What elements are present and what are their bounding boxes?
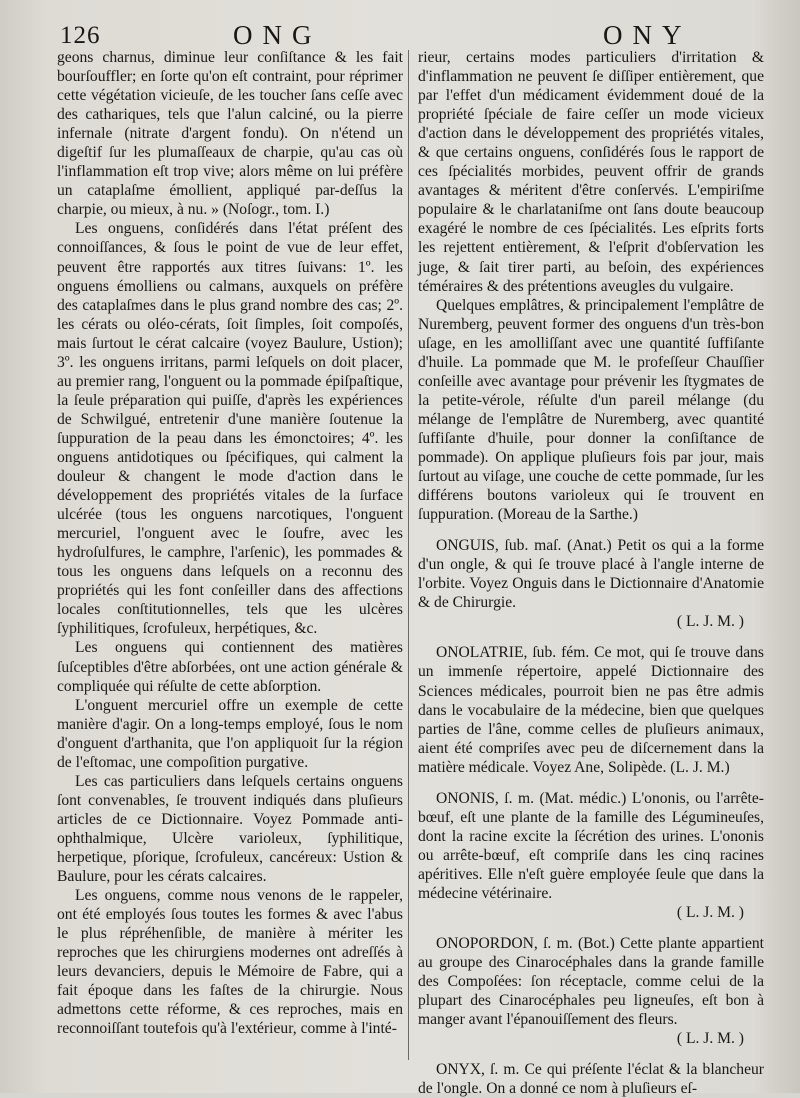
page-number: 126 [60,22,101,49]
dictionary-entry-onyx [418,1060,764,1098]
entry-signature: ( L. J. M. ) [676,904,744,922]
right-column [418,48,764,1098]
left-column [57,48,403,1038]
column-divider [408,50,409,1060]
paragraph: Les onguens, conſidérés dans l'état préſent des connoiſſances, & ſous le point de vue de leur effet, peuvent être rapportés aux titres ſuivans: 1º. les onguens émolliens ou calmans, auxquels on préfère des cataplaſmes dans le plus grand nombre des cas; 2º. les cérats ou oléo-cérats, ſoit ſimples, ſoit compoſés, mais ſurtout le cérat calcaire (voyez Baulure, Ustion); 3º. les onguens irritans, parmi leſquels on doit placer, au premier rang, l'onguent ou la pommade épiſpaſtique, la ſeule préparation qui puiſſe, d'après les expériences de Schwilgué, entretenir d'une manière ſoutenue la ſuppuration de la peau dans les émonctoires; 4º. les onguens antidotiques ou ſpécifiques, qui calment la douleur & changent le mode d'action dans le développement des propriétés vitales de la ſurface ulcérée (tous les onguens narcotiques, l'onguent mercuriel, l'onguent avec le ſoufre, avec les hydroſulfures, le camphre, l'arſenic), les pommades & tous les onguens dans leſquels on a reconnu des propriétés qui les font conſeiller dans des affections locales conſtitutionnelles, tels que les ulcères ſyphilitiques, ſcrofuleux, herpétiques, &c. [57,220,403,638]
paragraph: Les onguens qui contiennent des matières ſuſceptibles d'être abſorbées, ont une action générale & compliquée qui réſulte de cette abſorption. [57,639,403,695]
dictionary-entry-onopordon [418,934,764,1048]
entry-text: ONGUIS, ſub. maſ. (Anat.) Petit os qui a la forme d'un ongle, & qui ſe trouve placé à l'angle interne de l'orbite. Voyez Onguis dans le Dictionnaire d'Anatomie & de Chirurgie. [418,537,764,612]
paragraph: L'onguent mercuriel offre un exemple de cette manière d'agir. On a long-temps employé, ſous le nom d'onguent d'arthanita, que l'on appliquoit ſur la région de l'eſtomac, une compoſition purgative. [57,696,403,771]
paragraph: geons charnus, diminue leur conſiſtance & les fait bourſouffler; en ſorte qu'on eſt contraint, pour réprimer cette végétation vicieuſe, de les toucher ſans ceſſe avec des cathariques, tels que l'alun calciné, ou la pierre infernale (nitrate d'argent fondu). On n'étend un digeſtif ſur les plumaſſeaux de charpie, qu'au cas où l'inflammation eſt trop vive; alors même on lui préfère un cataplaſme émollient, appliqué par-deſſus la charpie, ou mieux, à nu. » (Noſogr., tom. I.) [57,49,403,219]
running-head-left: ONG [233,20,322,50]
dictionary-entry-ononis [418,789,764,922]
paragraph: Quelques emplâtres, & principalement l'emplâtre de Nuremberg, peuvent former des onguens d'un très-bon uſage, en les amolliſſant avec une quantité ſuffiſante d'huile. La pommade que M. le profeſſeur Chauſſier conſeille avec avantage pour prévenir les ſtygmates de la petite-vérole, réſulte d'un pareil mélange (du mélange de l'emplâtre de Nuremberg, avec quantité ſuffiſante d'huile, pour donner la conſiſtance de pommade). On applique pluſieurs fois par jour, mais ſurtout au viſage, une couche de cette pommade, ſur les différens boutons varioleux qui ſe trouvent en ſuppuration. (Moreau de la Sarthe.) [418,296,764,524]
paragraph: Les cas particuliers dans leſquels certains onguens ſont convenables, ſe trouvent indiqués dans pluſieurs articles de ce Dictionnaire. Voyez Pommade anti-ophthalmique, Ulcère varioleux, ſyphilitique, herpetique, pſorique, ſcrofuleux, cancéreux: Ustion & Baulure, pour les cérats calcaires. [57,772,403,886]
dictionary-entry-onguis [418,536,764,631]
entry-text: ONOLATRIE, ſub. fém. Ce mot, qui ſe trouve dans un immenſe répertoire, appelé Dictionnaire des Sciences médicales, pourroit bien ne pas être admis dans le vocabulaire de la médecine, bien que quelques parties de l'âne, comme celles de pluſieurs animaux, aient été compriſes avec peu de diſcernement dans la matière médicale. Voyez Ane, Solipède. (L. J. M.) [418,644,764,776]
running-head-right: ONY [603,20,692,50]
entry-text: ONONIS, ſ. m. (Mat. médic.) L'ononis, ou l'arrête-bœuf, eſt une plante de la famille des Légumineuſes, dont la racine excite la ſécrétion des urines. L'ononis ou arrête-bœuf, eſt compriſe dans les cinq racines apéritives. Elle n'eſt guère employée ſeule que dans la médecine vétérinaire. [418,789,764,902]
dictionary-entry-onolatrie [418,643,764,776]
paragraph: Les onguens, comme nous venons de le rappeler, ont été employés ſous toutes les formes & avec l'abus le plus répréhenſible, de manière à mériter les reproches que les chirurgiens modernes ont adreſſés à leurs devanciers, depuis le Mémoire de Fabre, qui a fait époque dans les faſtes de la chirurgie. Nous admettons cette réforme, & ces reproches, mais en reconnoiſſant toutefois qu'à l'extérieur, comme à l'inté- [57,887,403,1038]
entry-text: ONYX, ſ. m. Ce qui préſente l'éclat & la blancheur de l'ongle. On a donné ce nom à pluſieurs eſ- [418,1061,764,1098]
entry-signature: ( L. J. M. ) [676,613,744,631]
paragraph: rieur, certains modes particuliers d'irritation & d'inflammation ne peuvent ſe diſſiper entièrement, que par l'effet d'un médicament évidemment doué de la propriété ſpéciale de faire ceſſer un mode vicieux d'action dans le développement des propriétés vitales, & que certains onguens, conſidérés ſous le rapport de ces ſpécialités morbides, peuvent offrir de grands avantages & méritent d'être conſervés. L'empiriſme populaire & le charlataniſme ont ſans doute beaucoup exagéré le nombre de ces ſpécialités. Les eſprits forts les rejettent entièrement, & l'eſprit d'obſervation les juge, & ſait tirer parti, au beſoin, des expériences téméraires & des prétentions aveugles du vulgaire. [418,49,764,295]
entry-signature: ( L. J. M. ) [676,1030,744,1048]
entry-text: ONOPORDON, ſ. m. (Bot.) Cette plante appartient au groupe des Cinarocéphales dans la grande famille des Compoſées: ſon réceptacle, comme celui de la plupart des Cinarocéphales peu ligneuſes, eſt bon à manger avant l'épanouiſſement des fleurs. [418,935,764,1029]
